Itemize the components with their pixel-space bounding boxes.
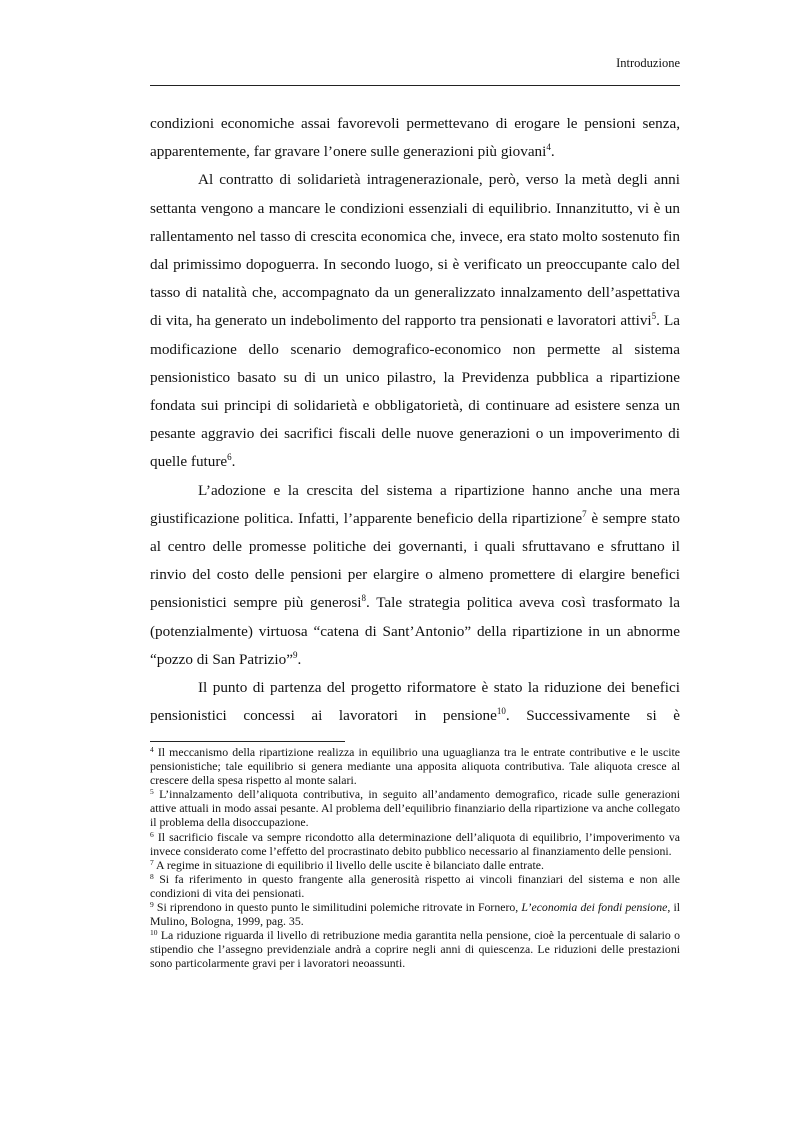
paragraph-3 — [150, 477, 680, 674]
footnote-number: 9 — [150, 900, 154, 910]
footnote-6 — [150, 830, 680, 858]
footnote-ref-5: 5 — [651, 311, 657, 322]
paragraph-text: condizioni economiche assai favorevoli permettevano di erogare le pensioni senza, apparentemente, far gravare l’onere sulle generazioni più giovani — [150, 115, 680, 161]
body-text — [150, 110, 680, 730]
footnote-separator — [150, 741, 345, 742]
paragraph-text: L’adozione e la crescita del sistema a ripartizione hanno anche una mera giustificazione politica. Infatti, l’apparente beneficio della ripartizione — [150, 481, 680, 527]
paragraph-text: . Successivamente si è — [505, 707, 680, 725]
footnote-ref-8: 8 — [361, 593, 367, 604]
footnote-text: A regime in situazione di equilibrio il livello delle uscite è bilanciato dalle entrate. — [153, 857, 544, 872]
paragraph-text: . — [297, 650, 302, 668]
footnote-text: Il meccanismo della ripartizione realizza in equilibrio una uguaglianza tra le entrate contributive e le uscite pensionistiche; tale equilibrio si genera mediante una apposita aliquota contributiva. Tale aliquota cresce al crescere della spesa rispetto al monte salari. — [150, 745, 680, 788]
paragraph-2 — [150, 166, 680, 476]
footnote-ref-4: 4 — [546, 142, 551, 153]
footnote-9 — [150, 900, 680, 928]
footnote-7 — [150, 858, 680, 872]
footnote-text: Si fa riferimento in questo frangente alla generosità rispetto ai vincoli finanziari del sistema e non alle condizioni di vita dei pensionati. — [150, 871, 680, 900]
footnote-number: 7 — [150, 857, 154, 867]
footnote-number: 6 — [150, 829, 154, 839]
footnote-text: L’innalzamento dell’aliquota contributiva, in seguito all’andamento demografico, ricade sulle generazioni attive attuali in modo assai pesante. Al problema dell’equilibrio finanziario della ripartizione va anche collegato il problema della disoccupazione. — [150, 787, 680, 830]
footnote-book-title: L’economia dei fondi pensione — [521, 900, 668, 915]
footnote-8 — [150, 872, 680, 900]
paragraph-text: è sempre stato al centro delle promesse politiche dei governanti, i quali sfruttavano e sfruttano il rinvio del costo delle pensioni per elargire o almeno promettere di elargire benefici pensionistici sempre più generosi — [150, 509, 680, 612]
paragraph-1 — [150, 110, 680, 166]
footnotes — [150, 745, 680, 971]
paragraph-text: . — [231, 453, 236, 471]
footnote-number: 5 — [150, 787, 154, 797]
footnote-ref-6: 6 — [227, 452, 232, 463]
paragraph-text: Il punto di partenza del progetto riformatore è stato la riduzione dei benefici pensionistici concessi ai lavoratori in pensione — [150, 679, 680, 725]
footnote-ref-10: 10 — [496, 706, 506, 717]
footnote-text: , il Mulino, Bologna, 1999, pag. 35. — [150, 900, 681, 929]
footnote-number: 4 — [150, 745, 154, 754]
running-header: Introduzione — [616, 56, 680, 70]
footnote-text: La riduzione riguarda il livello di retribuzione media garantita nella pensione, cioè la percentuale di salario o stipendio che l’assegno previdenziale andrà a coprire negli anni di quiescenza. Le riduzioni delle prestazioni sono particolarmente gravi per i lavoratori neoassunti. — [150, 928, 680, 971]
header-rule — [150, 85, 680, 86]
paragraph-text: . — [550, 143, 555, 161]
footnote-10 — [150, 928, 680, 970]
footnote-number: 8 — [150, 871, 154, 881]
footnote-4 — [150, 745, 680, 787]
footnote-text: Il sacrificio fiscale va sempre ricondotto alla determinazione dell’aliquota di equilibrio, l’impoverimento va invece considerato come l’effetto del procrastinato debito pubblico necessario al finanziamento delle pensioni. — [150, 829, 680, 858]
paragraph-text: . La modificazione dello scenario demografico-economico non permette al sistema pensionistico basato su di un unico pilastro, la Previdenza pubblica a ripartizione fondata sui principi di solidarietà e obbligatorietà, di continuare ad esistere senza un pesante aggravio dei sacrifici fiscali delle nuove generazioni o un impoverimento di quelle future — [150, 312, 680, 471]
footnote-ref-9: 9 — [292, 649, 298, 660]
footnote-5 — [150, 787, 680, 829]
footnote-number: 10 — [150, 928, 158, 938]
paragraph-text: Al contratto di solidarietà intragenerazionale, però, verso la metà degli anni settanta vengono a mancare le condizioni essenziali di equilibrio. Innanzitutto, vi è un rallentamento nel tasso di crescita economica che, invece, era stato molto sostenuto fin dal primissimo dopoguerra. In secondo luogo, si è verificato un preoccupante calo del tasso di natalità che, accompagnato da un generalizzato innalzamento dell’aspettativa di vita, ha generato un indebolimento del rapporto tra pensionati e lavoratori attivi — [150, 171, 680, 330]
paragraph-4 — [150, 674, 680, 730]
footnote-text: Si riprendono in questo punto le similitudini polemiche ritrovate in Fornero, — [153, 900, 522, 915]
footnote-ref-7: 7 — [582, 508, 587, 519]
paragraph-text: . Tale strategia politica aveva così trasformato la (potenzialmente) virtuosa “catena di Sant’Antonio” della ripartizione in un abnorme “pozzo di San Patrizio” — [150, 594, 680, 668]
